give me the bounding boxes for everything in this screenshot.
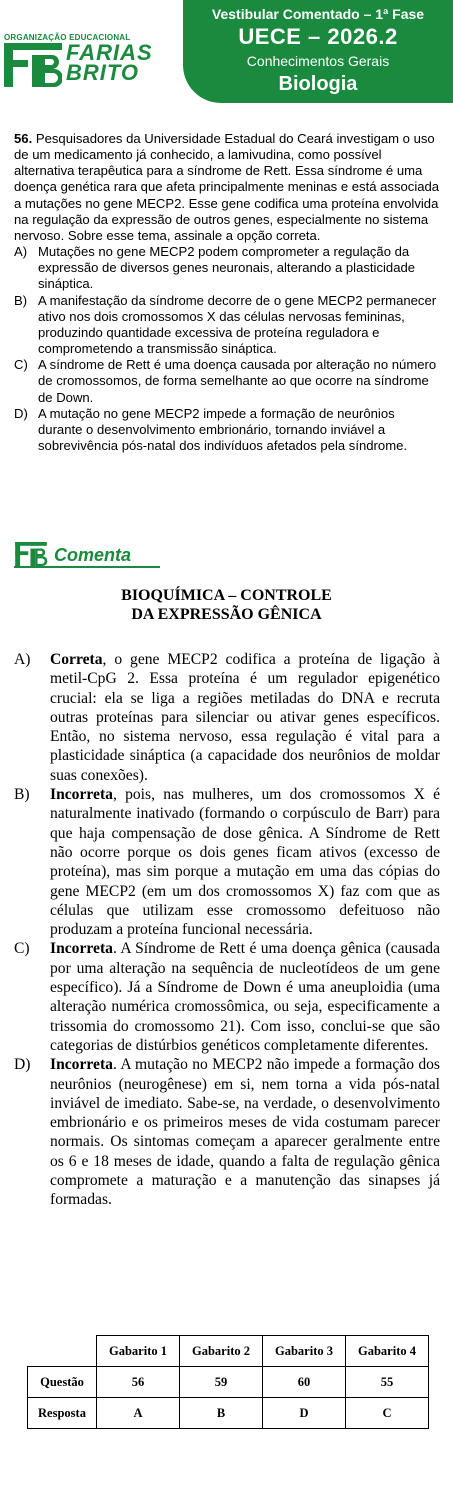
- option-letter: C): [14, 357, 28, 373]
- comment-d: [14, 1055, 440, 1209]
- option-text: A mutação no gene MECP2 impede a formação de neurônios durante o desenvolvimento embrionário, tornando inviável a sobrevivência pós-natal dos indivíduos afetados pela síndrome.: [38, 405, 408, 453]
- comment-letter: C): [14, 940, 30, 958]
- fb-logo-icon: [4, 43, 62, 87]
- exam-category: Conhecimentos Gerais: [246, 53, 390, 69]
- comment-letter: A): [14, 651, 31, 668]
- table-row: [28, 1367, 429, 1398]
- comment-text: [50, 939, 440, 1055]
- table-cell: D: [263, 1398, 346, 1429]
- comment-a: [14, 650, 440, 785]
- table-cell: C: [346, 1398, 429, 1429]
- logo-word-farias: FARIAS: [66, 40, 153, 65]
- comment-text: [50, 785, 440, 939]
- table-row: [28, 1398, 429, 1429]
- comment-text: [50, 1055, 440, 1209]
- option-letter: D): [14, 405, 28, 421]
- exam-edition: UECE – 2026.2: [238, 24, 398, 49]
- question-number: 56.: [14, 131, 33, 146]
- table-header-cell: Gabarito 2: [180, 1336, 263, 1367]
- option-letter: B): [14, 292, 28, 308]
- comment-text: [50, 650, 440, 785]
- question-block: [14, 131, 440, 454]
- exam-name: Vestibular Comentado – 1ª Fase: [211, 6, 425, 22]
- table-cell: 60: [263, 1367, 346, 1398]
- header: [0, 0, 453, 128]
- table-header-cell: Gabarito 1: [97, 1336, 180, 1367]
- table-row-label: Questão: [28, 1367, 97, 1398]
- logo-org-label: ORGANIZAÇÃO EDUCACIONAL: [4, 33, 131, 42]
- comment-body: , pois, nas mulheres, um dos cromossomos X é naturalmente inativado (formando o corpúsculo de Barr) para que haja compensação de dose gênica. A Síndrome de Rett não ocorre porque os dois genes ficam ativos (excesso de proteína), mas sim porque a mutação em uma das cópias do gene MECP2 (em um dos cromossomos X) faz com que as células que utilizam esse cromossomo defeituoso não produzam a proteína funcional necessária.: [50, 786, 440, 939]
- section-title-line1: BIOQUÍMICA – CONTROLE: [121, 587, 332, 604]
- table-cell: 59: [180, 1367, 263, 1398]
- table-cell: B: [180, 1398, 263, 1429]
- comment-body: , o gene MECP2 codifica a proteína de ligação à metil-CpG 2. Essa proteína é um regulador epigenético crucial: ela se liga a regiões metiladas do DNA e recruta outras proteínas para silenciar ou ativar genes específicos. Então, no sistema nervoso, essa regulação é vital para a plasticidade sináptica (a capacidade dos neurônios de moldar suas conexões).: [50, 651, 440, 784]
- option-letter: A): [14, 244, 28, 260]
- comment-c: [14, 939, 440, 1055]
- table-corner: [28, 1336, 97, 1367]
- answer-key-table: [27, 1335, 429, 1429]
- option-text: A síndrome de Rett é uma doença causada por alteração no número de cromossomos, de forma semelhante ao que ocorre na síndrome de Down.: [38, 357, 437, 405]
- logo-word-brito: BRITO: [66, 60, 140, 85]
- table-header-row: [28, 1336, 429, 1367]
- table-cell: 56: [97, 1367, 180, 1398]
- table-cell: 55: [346, 1367, 429, 1398]
- question-stem-text: Pesquisadores da Universidade Estadual do Ceará investigam o uso de um medicamento já conhecido, a lamivudina, como possível alternativa terapêutica para a síndrome de Rett. Essa síndrome é uma doença genética rara que afeta principalmente meninas e está associada a mutações no gene MECP2. Esse gene codifica uma proteína envolvida na regulação da expressão de outros genes, especialmente no sistema nervoso. Sobre esse tema, assinale a opção correta.: [14, 131, 440, 243]
- table-header-cell: Gabarito 4: [346, 1336, 429, 1367]
- comment-letter: B): [14, 786, 30, 804]
- table-row-label: Resposta: [28, 1398, 97, 1429]
- option-c: [14, 357, 440, 405]
- comment-b: [14, 785, 440, 939]
- option-a: [14, 244, 440, 292]
- question-stem: [14, 131, 440, 244]
- comment-verdict: Correta: [50, 651, 103, 668]
- option-b: [14, 293, 440, 358]
- comments-block: [14, 650, 440, 1210]
- option-text: Mutações no gene MECP2 podem comprometer a regulação da expressão de diversos genes neuronais, alterando a plasticidade sináptica.: [38, 244, 416, 292]
- section-title-line2: DA EXPRESSÃO GÊNICA: [131, 606, 322, 623]
- comment-body: . A Síndrome de Rett é uma doença gênica (causada por uma alteração na sequência de nucleotídeos de um gene específico). Já a Síndrome de Down é uma aneuploidia (uma alteração numérica cromossômica, ou seja, especificamente a trissomia do cromossomo 21). Com isso, conclui-se que são categorias de distúrbios genéticos completamente diferentes.: [50, 940, 440, 1054]
- table-header-cell: Gabarito 3: [263, 1336, 346, 1367]
- farias-brito-logo: [4, 33, 153, 89]
- fb-logo-small-icon: [14, 542, 48, 566]
- table-cell: A: [97, 1398, 180, 1429]
- comenta-label: Comenta: [54, 545, 132, 565]
- comment-verdict: Incorreta: [50, 940, 113, 958]
- header-title-panel: [183, 0, 453, 103]
- subject-title: Biologia: [278, 73, 358, 95]
- option-d: [14, 406, 440, 454]
- comment-body: . A mutação no MECP2 não impede a formação dos neurônios (neurogênese) em si, nem torna a vida pós-natal inviável de imediato. Sabe-se, na verdade, o desenvolvimento embrionário e os primeiros meses de vida costumam parecer normais. Os sintomas começam a aparecer geralmente entre os 6 e 18 meses de idade, quando a falta de regulação gênica compromete a maturação e a manutenção das sinapses já formadas.: [50, 1056, 440, 1209]
- comenta-banner: [14, 542, 160, 570]
- comenta-underline: [14, 566, 160, 568]
- option-text: A manifestação da síndrome decorre de o gene MECP2 permanecer ativo nos dois cromossomos X das células nervosas femininas, produzindo quantidade excessiva de proteína reguladora e comprometendo a transmissão sináptica.: [38, 292, 437, 357]
- comment-letter: D): [14, 1056, 31, 1074]
- comment-verdict: Incorreta: [50, 1056, 113, 1074]
- comment-verdict: Incorreta: [50, 786, 113, 804]
